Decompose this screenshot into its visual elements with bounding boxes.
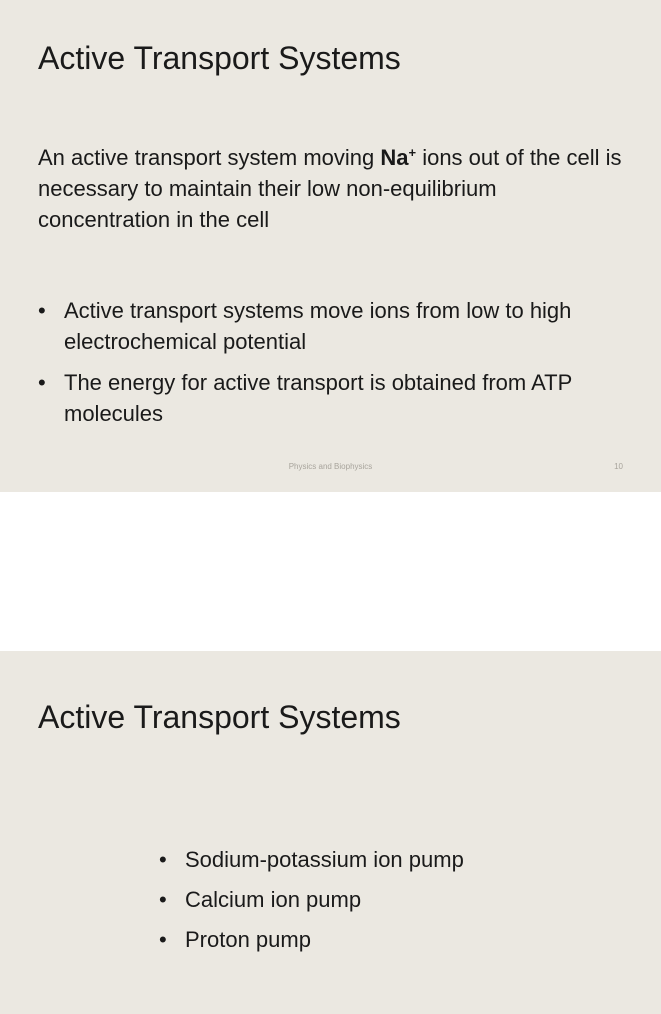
bullet-text: Active transport systems move ions from low to high electrochemical potential: [64, 298, 572, 354]
slide-title: Active Transport Systems: [38, 40, 401, 76]
bullet-item: [159, 884, 605, 915]
bullet-item: [159, 924, 605, 955]
slide-title: Active Transport Systems: [38, 699, 401, 735]
bullet-item: [38, 367, 624, 429]
ion-name: Na: [380, 145, 409, 170]
bullet-text: The energy for active transport is obtained from ATP molecules: [64, 370, 572, 426]
bullet-item: [159, 844, 605, 875]
bullet-item: [38, 295, 624, 357]
bullet-text: Calcium ion pump: [185, 887, 362, 912]
bullet-dot-icon: •: [159, 887, 167, 912]
bullet-list: [159, 844, 605, 964]
intro-suffix: ions out of the cell is necessary to maintain their low non-equilibrium concentration in the cell: [38, 145, 622, 232]
ion-charge: +: [408, 145, 417, 160]
bullet-dot-icon: •: [159, 847, 167, 872]
slide-footer: Physics and Biophysics: [288, 462, 373, 471]
bullet-dot-icon: •: [38, 298, 46, 323]
bullet-list: [38, 295, 624, 439]
bullet-text: Sodium-potassium ion pump: [185, 847, 464, 872]
bullet-dot-icon: •: [38, 370, 46, 395]
slide-1: [0, 0, 661, 492]
page-number: 10: [614, 462, 623, 471]
ion-symbol: [380, 145, 416, 170]
bullet-dot-icon: •: [159, 927, 167, 952]
intro-prefix: An active transport system moving: [38, 145, 381, 170]
slide-2: [0, 651, 661, 1014]
intro-paragraph: [38, 142, 628, 235]
bullet-text: Proton pump: [185, 927, 311, 952]
